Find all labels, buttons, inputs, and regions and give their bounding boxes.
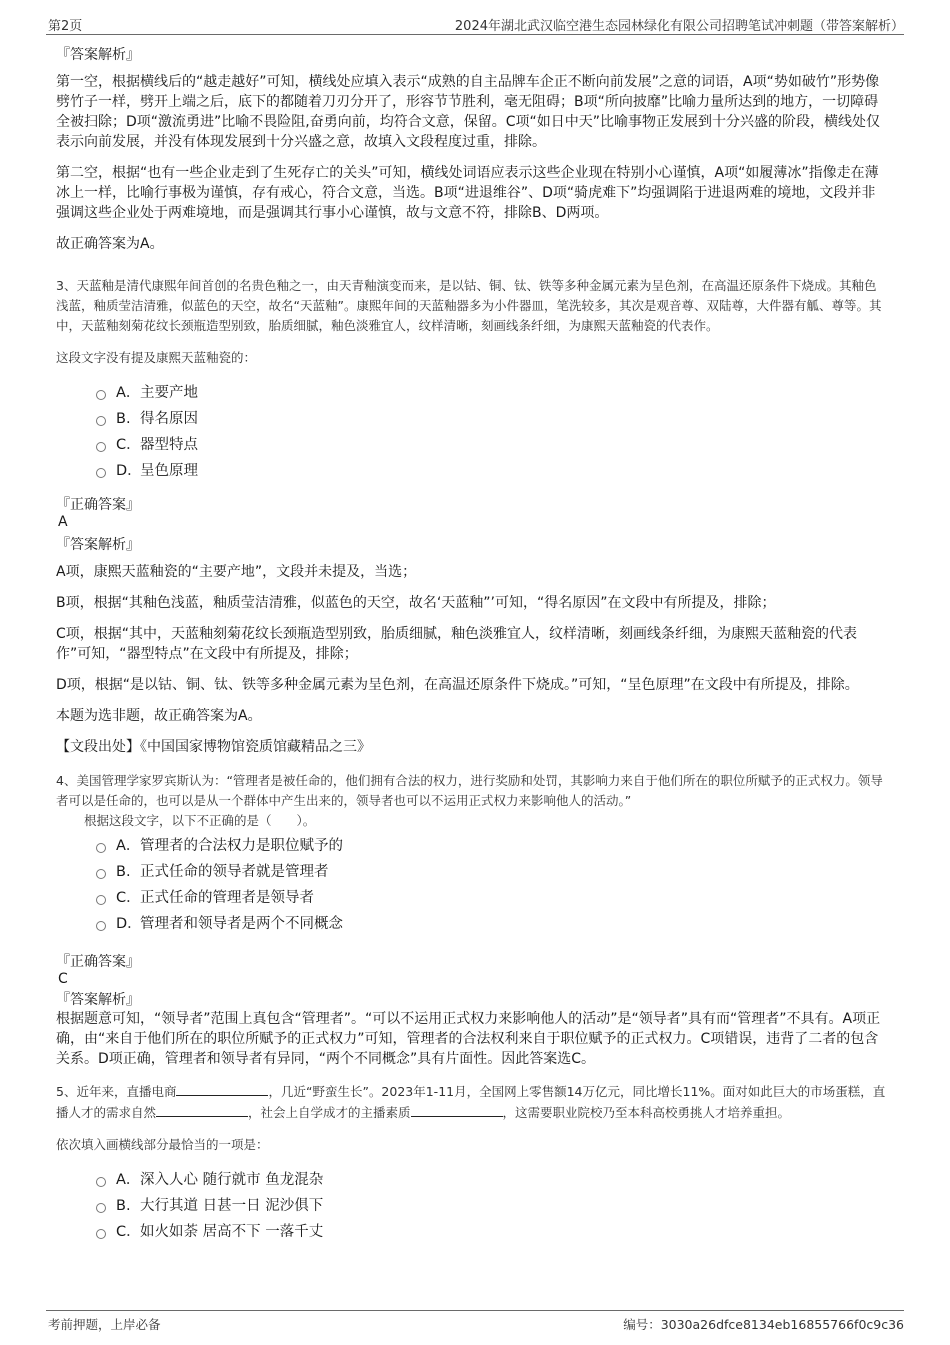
- page-number: 第2页: [48, 19, 83, 34]
- q3-options: [96, 380, 888, 484]
- q3-option-d[interactable]: D． 呈色原理: [96, 458, 888, 484]
- q3-analysis-paragraph: B项，根据“其釉色浅蓝，釉质莹洁清雅，似蓝色的天空，故名‘天蓝釉”’可知，“得名原因”在文段中有所提及，排除；: [56, 595, 776, 611]
- fill-blank: [156, 1102, 248, 1117]
- q4-option-d[interactable]: D． 管理者和领导者是两个不同概念: [96, 911, 888, 937]
- q3-answer: A: [58, 514, 68, 530]
- analysis-label: 『答案解析』: [56, 47, 140, 63]
- radio-icon[interactable]: [96, 1203, 106, 1213]
- q5-option-b[interactable]: B. 大行其道 日甚一日 泥沙俱下: [96, 1193, 888, 1219]
- q4-option-b[interactable]: B. 正式任命的领导者就是管理者: [96, 859, 888, 885]
- analysis-label: 『答案解析』: [56, 537, 140, 553]
- q5-prompt: 依次填入画横线部分最恰当的一项是：: [56, 1137, 269, 1152]
- q3-option-c[interactable]: C． 器型特点: [96, 432, 888, 458]
- q3-analysis-paragraph: D项，根据“是以钴、铜、钛、铁等多种金属元素为呈色剂，在高温还原条件下烧成。”可知，“呈色原理”在文段中有所提及，排除。: [56, 677, 859, 693]
- radio-icon[interactable]: [96, 1177, 106, 1187]
- radio-icon[interactable]: [96, 468, 106, 478]
- radio-icon[interactable]: [96, 921, 106, 931]
- q4-options: [96, 833, 888, 937]
- q5-options: [96, 1167, 888, 1245]
- q3-conclusion: 本题为选非题，故正确答案为A。: [56, 708, 262, 724]
- footer-slogan: 考前押题，上岸必备: [48, 1317, 161, 1332]
- q5-option-c[interactable]: C． 如火如荼 居高不下 一落千丈: [96, 1219, 888, 1245]
- q4-option-c[interactable]: C． 正式任命的管理者是领导者: [96, 885, 888, 911]
- page-footer: [46, 1310, 904, 1333]
- q4-option-a[interactable]: A． 管理者的合法权力是职位赋予的: [96, 833, 888, 859]
- radio-icon[interactable]: [96, 1229, 106, 1239]
- page-content: [56, 40, 888, 1255]
- radio-icon[interactable]: [96, 895, 106, 905]
- q4-stem: 4、美国管理学家罗宾斯认为：“管理者是被任命的，他们拥有合法的权力，进行奖励和处罚，其影响力来自于他们所在的职位所赋予的正式权力。领导者可以是任命的，也可以是从一个群体中产生出来的，领导者也可以不运用正式权力来影响他人的活动。”: [56, 773, 883, 808]
- correct-answer-label: 『正确答案』: [56, 954, 140, 970]
- q4-analysis: 根据题意可知，“领导者”范围上真包含“管理者”。“可以不运用正式权力来影响他人的活动”是“领导者”具有而“管理者”不具有。A项正确，由“来自于他们所在的职位所赋予的正式权力”可知，管理者的合法权利来自于职位赋予的正式权力。C项错误，违背了二者的包含关系。D项正确，管理者和领导者有异同，“两个不同概念”具有片面性。因此答案选C。: [56, 1011, 881, 1067]
- q5-option-a[interactable]: A． 深入人心 随行就市 鱼龙混杂: [96, 1167, 888, 1193]
- radio-icon[interactable]: [96, 416, 106, 426]
- fill-blank: [176, 1081, 268, 1096]
- document-id: 编号：3030a26dfce8134eb16855766f0c9c36: [623, 1317, 904, 1332]
- q3-stem: 3、天蓝釉是清代康熙年间首创的名贵色釉之一，由天青釉演变而来，是以钴、铜、钛、铁等多种金属元素为呈色剂，在高温还原条件下烧成。其釉色浅蓝，釉质莹洁清雅，似蓝色的天空，故名“天蓝釉”。康熙年间的天蓝釉器多为小件器皿，笔洗较多，其次是观音尊、双陆尊，大件器有觚、尊等。其中，天蓝釉刻菊花纹长颈瓶造型别致，胎质细腻，釉色淡雅宜人，纹样清晰，刻画线条纤细，为康熙天蓝釉瓷的代表作。: [56, 278, 882, 333]
- q3-option-a[interactable]: A． 主要产地: [96, 380, 888, 406]
- radio-icon[interactable]: [96, 869, 106, 879]
- fill-blank: [411, 1102, 503, 1117]
- q2-analysis-paragraph: 第一空，根据横线后的“越走越好”可知，横线处应填入表示“成熟的自主品牌车企正不断向前发展”之意的词语，A项“势如破竹”形势像劈竹子一样，劈开上端之后，底下的都随着刀刃分开了，形容节节胜利，毫无阻碍；B项“所向披靡”比喻力量所达到的地方，一切障碍全被扫除；D项“激流勇进”比喻不畏险阻,奋勇向前，均符合文意，保留。C项“如日中天”比喻事物正发展到十分兴盛的阶段，横线处仅表示向前发展，并没有体现发展到十分兴盛之意，故填入文段程度过重，排除。: [56, 74, 881, 150]
- q2-conclusion: 故正确答案为A。: [56, 236, 164, 252]
- q4-prompt: 根据这段文字，以下不正确的是（ ）。: [84, 813, 316, 828]
- q5-stem: 5、近年来，直播电商 ，几近“野蛮生长”。2023年1-11月，全国网上零售额14万亿元，同比增长11%。面对如此巨大的市场蛋糕，直播人才的需求自然 ，社会上自学成才的主播素质 ，这需要职业院校乃至本科高校勇挑人才培养重担。: [56, 1081, 888, 1123]
- q3-analysis-paragraph: C项，根据“其中，天蓝釉刻菊花纹长颈瓶造型别致，胎质细腻，釉色淡雅宜人，纹样清晰，刻画线条纤细，为康熙天蓝釉瓷的代表作”可知，“器型特点”在文段中有所提及，排除；: [56, 626, 858, 662]
- q2-analysis-paragraph: 第二空，根据“也有一些企业走到了生死存亡的关头”可知，横线处词语应表示这些企业现在特别小心谨慎，A项“如履薄冰”指像走在薄冰上一样，比喻行事极为谨慎，存有戒心，符合文意，当选。B项“进退维谷”、D项“骑虎难下”均强调陷于进退两难的境地，文段并非强调这些企业处于两难境地，而是强调其行事小心谨慎，故与文意不符，排除B、D两项。: [56, 165, 879, 221]
- q3-analysis-paragraph: A项，康熙天蓝釉瓷的“主要产地”，文段并未提及，当选；: [56, 564, 417, 580]
- radio-icon[interactable]: [96, 843, 106, 853]
- page-header: [46, 12, 904, 35]
- radio-icon[interactable]: [96, 442, 106, 452]
- correct-answer-label: 『正确答案』: [56, 497, 140, 513]
- q3-option-b[interactable]: B. 得名原因: [96, 406, 888, 432]
- q3-prompt: 这段文字没有提及康熙天蓝釉瓷的：: [56, 350, 257, 365]
- q4-answer: C: [58, 971, 68, 987]
- analysis-label: 『答案解析』: [56, 992, 140, 1008]
- radio-icon[interactable]: [96, 390, 106, 400]
- document-title: 2024年湖北武汉临空港生态园林绿化有限公司招聘笔试冲刺题（带答案解析）: [454, 19, 904, 34]
- q3-source: 【文段出处】《中国国家博物馆瓷质馆藏精品之三》: [56, 739, 371, 755]
